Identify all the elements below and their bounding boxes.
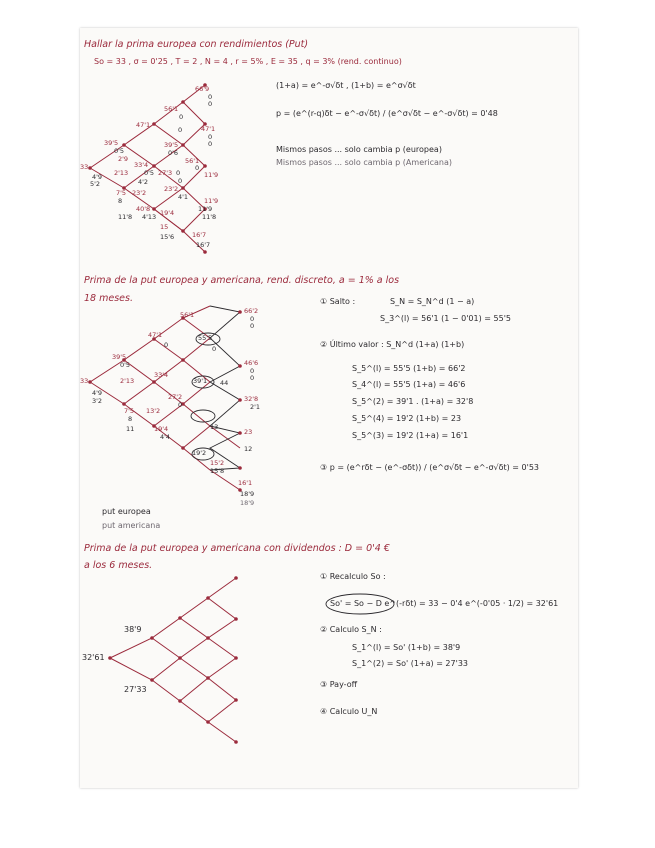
section1-note-american: Mismos pasos ... solo cambia p (Americana) (276, 158, 453, 167)
tree1-node: 66'9 (195, 85, 210, 93)
tree1-node: 15'6 (160, 233, 175, 241)
section2-title-line1: Prima de la put europea y americana, rend. discreto, a = 1% a los (84, 275, 400, 286)
tree1-node: 0 (208, 93, 213, 101)
section1-title: Hallar la prima europea con rendimientos (Put) (84, 39, 309, 50)
tree1-node: 11'9 (204, 171, 219, 179)
tree2-node: 15'2 (210, 459, 225, 467)
tree2-node: 27'2 (168, 393, 183, 401)
binomial-tree-3 (80, 28, 578, 788)
tree1-node: 4'13 (142, 213, 157, 221)
tree2-node: 46'6 (244, 359, 259, 367)
section3-step1-label: ① Recalculo So : (320, 572, 386, 581)
section2-step1-label: ① Salto : (320, 297, 356, 306)
tree2-node: 18'9 (240, 490, 255, 498)
tree2-node: 7'5 (124, 407, 135, 415)
section1-params: So = 33 , σ = 0'25 , T = 2 , N = 4 , r = 5% , E = 35 , q = 3% (rend. continuo) (94, 57, 402, 66)
tree1-node: 11'9 (204, 197, 219, 205)
tree1-node-s0: 33 (80, 163, 89, 171)
tree3-node-down: 27'33 (124, 685, 147, 694)
tree2-node: 16'1 (238, 479, 253, 487)
tree3-node-s0: 32'61 (82, 653, 105, 662)
tree1-node: 11'8 (202, 213, 217, 221)
tree1-node: 4'2 (138, 178, 149, 186)
section1-note-european: Mismos pasos ... solo cambia p (europea) (276, 145, 442, 154)
section3-step2-label: ② Calculo S_N : (320, 625, 382, 634)
tree1-node: 0 (176, 169, 181, 177)
section2-step3: ③ p = (e^rδt − (e^-σδt)) / (e^σ√δt − e^-σ√δt) = 0'53 (320, 463, 540, 472)
tree1-node: 33'4 (134, 161, 149, 169)
section3-step3: ③ Pay-off (320, 680, 358, 689)
tree1-node: 0 (208, 133, 213, 141)
tree1-node: 0'6 (168, 149, 179, 157)
tree2-node: 32'8 (244, 395, 259, 403)
tree2-node: 2'13 (120, 377, 135, 385)
tree2-node: 23 (244, 428, 253, 436)
legend-put-europea: put europea (102, 507, 151, 516)
tree1-node: 0 (178, 126, 183, 134)
tree2-node: 3'2 (92, 397, 103, 405)
tree2-node: 19'4 (154, 425, 169, 433)
tree1-node: 47'1 (136, 121, 151, 129)
section2-step2-line: S_5^(4) = 19'2 (1+b) = 23 (352, 414, 462, 423)
tree1-node: 15 (160, 223, 169, 231)
tree2-node: 0 (250, 315, 255, 323)
tree1-node: 39'5 (104, 139, 119, 147)
tree2-node: 19'2 (192, 449, 207, 457)
section2-step2-line: S_5^(2) = 39'1 . (1+a) = 32'8 (352, 397, 474, 406)
tree1-node: 23'2 (132, 189, 147, 197)
tree2-node-s0: 33 (80, 377, 89, 385)
tree2-node: 66'2 (244, 307, 259, 315)
tree1-node: 0 (179, 113, 184, 121)
tree1-node: 0 (208, 140, 213, 148)
tree1-node: 39'5 (164, 141, 179, 149)
tree2-node: 18'9 (240, 499, 255, 507)
tree1-node: 8 (118, 197, 123, 205)
tree1-node: 23'2 (164, 185, 179, 193)
section3-step4: ④ Calculo U_N (320, 707, 378, 716)
tree2-node: 12 (244, 445, 253, 453)
tree2-node: 33'4 (154, 371, 169, 379)
tree2-node: 13'2 (146, 407, 161, 415)
tree1-node: 56'1 (164, 105, 179, 113)
tree1-node: 0 (178, 177, 183, 185)
tree2-node: 47'1 (148, 331, 163, 339)
section3-title-line1: Prima de la put europea y americana con dividendos : D = 0'4 € (84, 543, 390, 554)
tree1-node: 47'1 (201, 125, 216, 133)
tree2-node: 13 (210, 423, 219, 431)
tree1-node: 4'1 (178, 193, 189, 201)
section2-step1-eq1: S_N = S_N^d (1 − a) (390, 297, 475, 306)
section3-step2-eq1: S_1^(l) = So' (1+b) = 38'9 (352, 643, 461, 652)
section3-step1-eq: So' = So − D e^(-rδt) = 33 − 0'4 e^(-0'05 · 1/2) = 32'61 (330, 599, 559, 608)
section2-step2-line: S_5^(3) = 19'2 (1+a) = 16'1 (352, 431, 469, 440)
tree2-node: 55'5 (198, 334, 213, 342)
tree2-node: 0 (212, 345, 217, 353)
tree2-node: 0 (178, 401, 183, 409)
tree1-node: 0 (208, 100, 213, 108)
tree2-node: 11 (126, 425, 135, 433)
tree2-node: 4'9 (92, 389, 103, 397)
tree1-node: 4'9 (92, 173, 103, 181)
tree1-node: 11'8 (118, 213, 133, 221)
section2-step2-line: S_5^(l) = 55'5 (1+b) = 66'2 (352, 364, 466, 373)
tree2-node: 39'5 (112, 353, 127, 361)
section1-eq-a: (1+a) = e^-σ√δt , (1+b) = e^σ√δt (276, 81, 416, 90)
tree1-node: 2'13 (114, 169, 129, 177)
tree1-node: 5'2 (90, 180, 101, 188)
tree2-node: 2'1 (250, 403, 261, 411)
tree1-node: 11'9 (198, 205, 213, 213)
legend-put-americana: put americana (102, 521, 161, 530)
tree1-node: 0'5 (144, 169, 155, 177)
tree1-node: 2'9 (118, 155, 129, 163)
section3-title-line2: a los 6 meses. (84, 560, 153, 571)
tree2-node: 15'8 (210, 467, 225, 475)
section1-eq-p: p = (e^(r-q)δt − e^-σ√δt) / (e^σ√δt − e^-σ√δt) = 0'48 (276, 109, 498, 118)
tree2-node: 0 (250, 374, 255, 382)
tree2-node: 0 (164, 341, 169, 349)
tree1-node: 0 (195, 164, 200, 172)
tree1-node: 16'7 (196, 241, 211, 249)
tree2-node: 0'5 (120, 361, 131, 369)
tree2-node: 0 (250, 322, 255, 330)
tree1-node: 16'7 (192, 231, 207, 239)
tree2-node: 0 (250, 367, 255, 375)
section2-step2-label: ② Último valor : S_N^d (1+a) (1+b) (320, 340, 465, 349)
section2-step1-eq2: S_3^(l) = 56'1 (1 − 0'01) = 55'5 (380, 314, 511, 323)
tree1-node: 0'5 (114, 147, 125, 155)
tree1-node: 40'8 (136, 205, 151, 213)
section2-title-line2: 18 meses. (84, 293, 133, 304)
tree1-node: 7'5 (116, 189, 127, 197)
section3-step2-eq2: S_1^(2) = So' (1+a) = 27'33 (352, 659, 468, 668)
tree2-node: 39'1 (193, 377, 208, 385)
tree2-node: 56'1 (180, 311, 195, 319)
tree1-node: 19'4 (160, 209, 175, 217)
tree2-node: 44 (220, 379, 229, 387)
tree1-node: 56'1 (185, 157, 200, 165)
tree2-node: 4'4 (160, 433, 171, 441)
section2-step2-line: S_4^(l) = 55'5 (1+a) = 46'6 (352, 380, 466, 389)
notebook-page (80, 28, 578, 788)
tree3-node-up: 38'9 (124, 625, 142, 634)
tree1-node: 27'3 (158, 169, 173, 177)
tree2-node: 8 (128, 415, 133, 423)
